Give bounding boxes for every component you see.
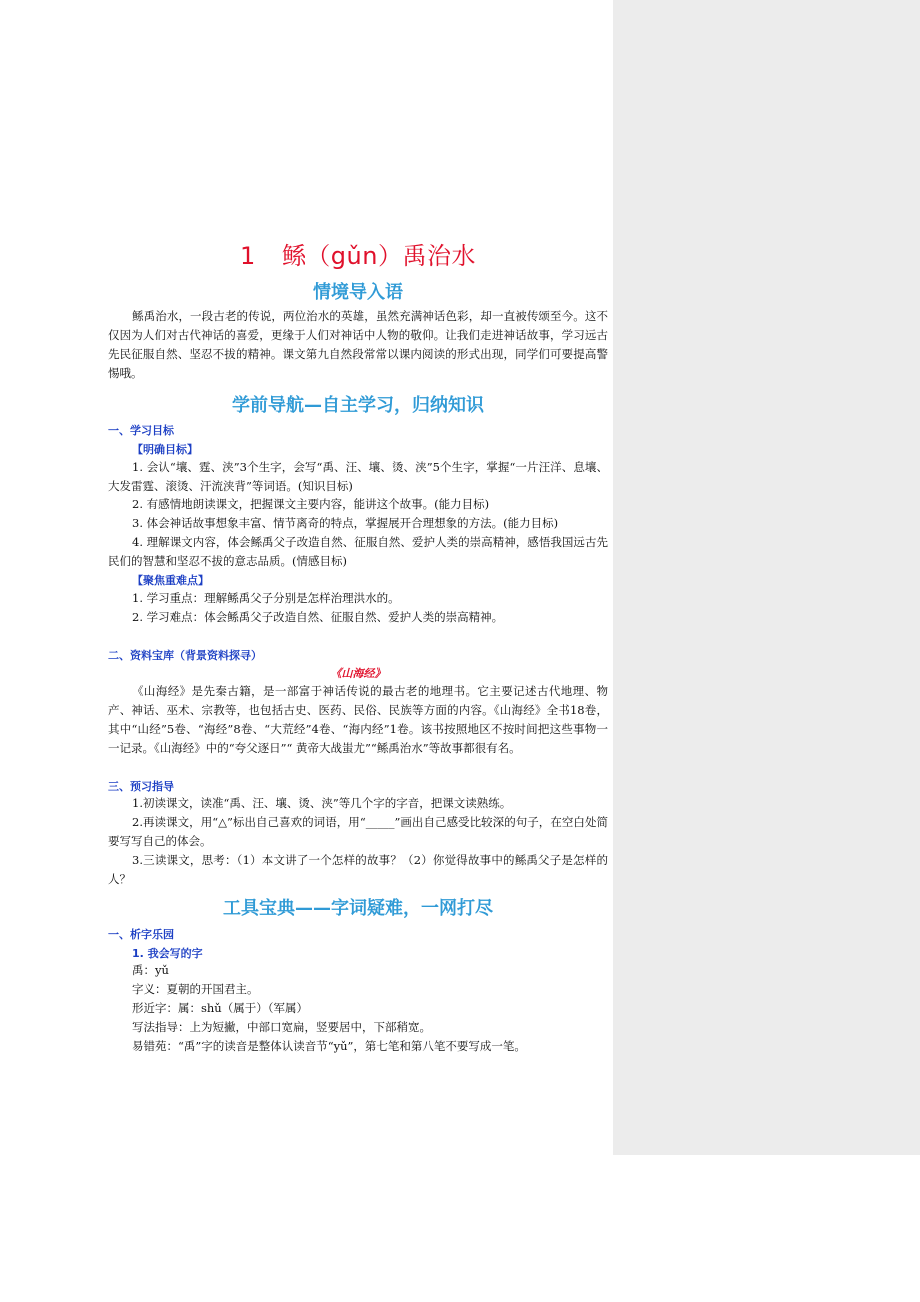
goal-item-1: 1. 会认“壤、霆、浃”3个生字，会写“禹、汪、壤、烫、浃”5个生字，掌握“一片汪洋、息壤、大发雷霆、滚烫、汗流浃背”等词语。(知识目标) — [108, 460, 608, 493]
book-title: 《山海经》 — [330, 667, 386, 680]
analysis-heading: 一、析字乐园 — [108, 928, 174, 941]
char-similar: 形近字：属：shǔ（属于）（军属） — [132, 1001, 308, 1015]
focus-item-1: 1. 学习重点：理解鲧禹父子分别是怎样治理洪水的。 — [132, 591, 400, 605]
characters-subheading: 1. 我会写的字 — [132, 947, 203, 960]
preview-heading: 学前导航—自主学习，归纳知识 — [232, 395, 484, 416]
lesson-number: 1 — [240, 242, 256, 270]
goals-subheading: 【明确目标】 — [132, 443, 198, 456]
resources-heading: 二、资料宝库（背景资料探寻） — [108, 649, 262, 662]
char-pinyin: 禹：yǔ — [132, 963, 169, 977]
char-writing-guide: 写法指导：上为短撇，中部口宽扁，竖要居中，下部稍宽。 — [132, 1020, 431, 1034]
guidance-item-1: 1.初读课文，读准“禹、汪、壤、烫、浃”等几个字的字音，把课文读熟练。 — [132, 796, 512, 810]
guidance-item-3: 3.三读课文，思考：（1）本文讲了一个怎样的故事？（2）你觉得故事中的鲧禹父子是怎样的人？ — [108, 853, 608, 886]
focus-heading: 【聚焦重难点】 — [132, 574, 209, 587]
focus-item-2: 2. 学习难点：体会鲧禹父子改造自然、征服自然、爱护人类的崇高精神。 — [132, 610, 504, 624]
tools-heading: 工具宝典——字词疑难，一网打尽 — [223, 898, 493, 919]
comment-margin-pane — [613, 0, 920, 1155]
goal-item-2: 2. 有感情地朗读课文，把握课文主要内容，能讲这个故事。(能力目标) — [132, 497, 490, 511]
resources-paragraph: 《山海经》是先秦古籍，是一部富于神话传说的最古老的地理书。它主要记述古代地理、物产、神话、巫术、宗教等，也包括古史、医药、民俗、民族等方面的内容。《山海经》全书18卷，其中“山经”5卷、“海经”8卷、“大荒经”4卷、“海内经”1卷。该书按照地区不按时间把这些事物一一记录。《山海经》中的“夸父逐日”“ 黄帝大战蚩尤”“鲧禹治水”等故事都很有名。 — [108, 684, 608, 755]
guidance-heading: 三、预习指导 — [108, 780, 174, 793]
lesson-title — [108, 236, 608, 271]
char-meaning: 字义：夏朝的开国君主。 — [132, 982, 259, 996]
guidance-item-2: 2.再读课文，用“△”标出自己喜欢的词语，用“_____”画出自己感受比较深的句子，在空白处简要写写自己的体会。 — [108, 815, 608, 848]
goal-item-3: 3. 体会神话故事想象丰富、情节离奇的特点，掌握展开合理想象的方法。(能力目标) — [132, 516, 559, 530]
char-common-error: 易错苑：“禹”字的读音是整体认读音节“yǔ”，第七笔和第八笔不要写成一笔。 — [132, 1039, 526, 1053]
intro-heading: 情境导入语 — [313, 282, 403, 303]
lesson-title-text: 鲧（gǔn）禹治水 — [281, 242, 476, 270]
goal-item-4: 4. 理解课文内容，体会鲧禹父子改造自然、征服自然、爱护人类的崇高精神，感悟我国远古先民们的智慧和坚忍不拔的意志品质。(情感目标) — [108, 535, 608, 568]
goals-heading: 一、学习目标 — [108, 424, 174, 437]
intro-paragraph: 鲧禹治水，一段古老的传说，两位治水的英雄，虽然充满神话色彩，却一直被传颂至今。这不仅因为人们对古代神话的喜爱，更缘于人们对神话中人物的敬仰。让我们走进神话故事，学习远古先民征服自然、坚忍不拔的精神。课文第九自然段常常以课内阅读的形式出现，同学们可要提高警惕哦。 — [108, 309, 608, 380]
